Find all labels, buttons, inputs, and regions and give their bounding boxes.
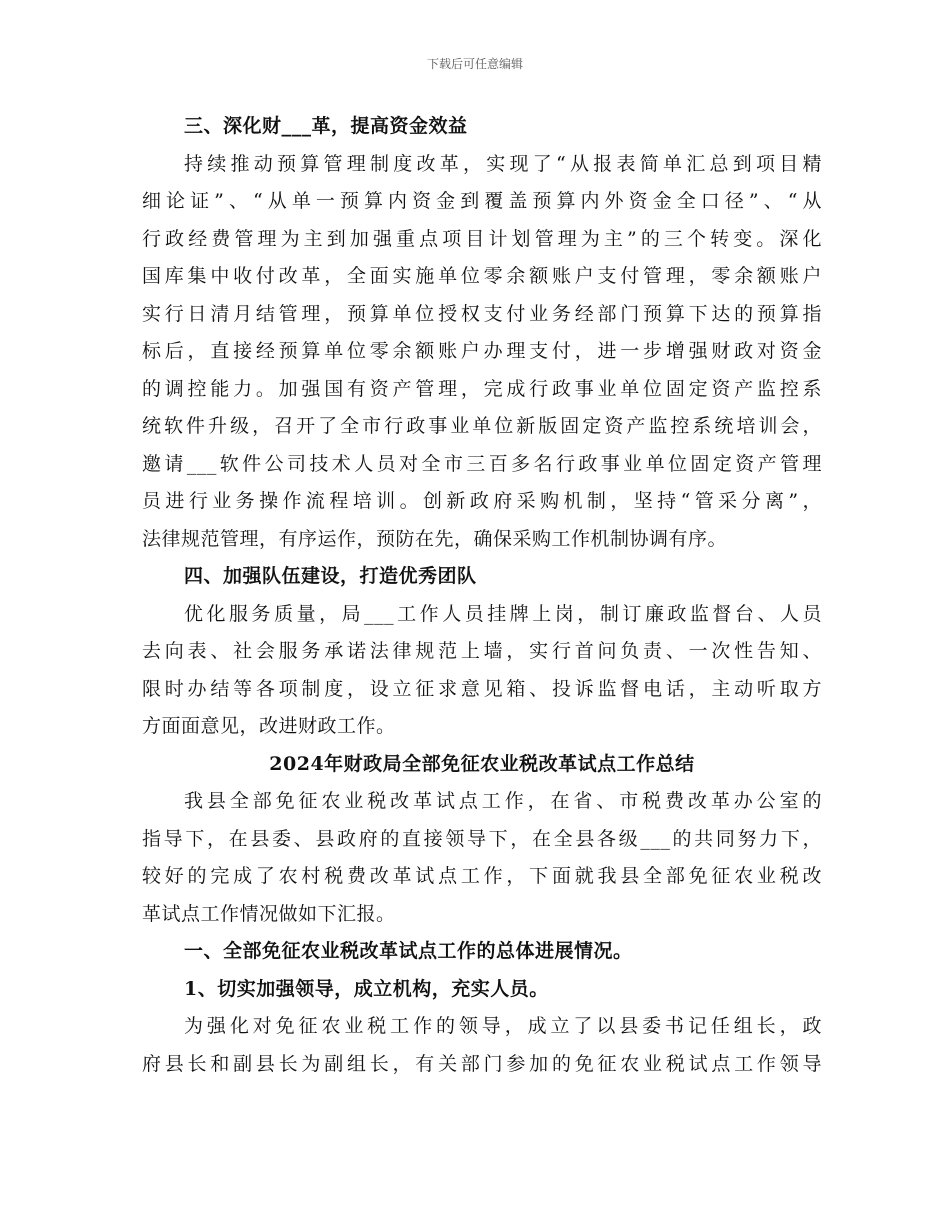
paragraph-line: 统软件升级，召开了全市行政事业单位新版固定资产监控系统培训会， — [142, 415, 822, 437]
paragraph-line: 指导下，在县委、县政府的直接领导下，在全县各级___的共同努力下， — [142, 827, 822, 850]
paragraph-line: 优化服务质量，局___工作人员挂牌上岗，制订廉政监督台、人员 — [184, 602, 822, 625]
paragraph-line: 方面面意见，改进财政工作。 — [142, 715, 396, 737]
paragraph-line: 的调控能力。加强国有资产管理，完成行政事业单位固定资产监控系 — [142, 377, 822, 400]
paragraph-line: 员进行业务操作流程培训。创新政府采购机制，坚持“管采分离”， — [142, 490, 822, 512]
paragraph-line: 府县长和副县长为副组长，有关部门参加的免征农业税试点工作领导 — [142, 1052, 822, 1075]
section-heading: 一、全部免征农业税改革试点工作的总体进展情况。 — [184, 940, 633, 962]
section-heading: 三、深化财___革，提高资金效益 — [184, 115, 468, 137]
section-heading: 1、切实加强领导，成立机构，充实人员。 — [184, 977, 549, 1000]
paragraph-line: 行政经费管理为主到加强重点项目计划管理为主”的三个转变。深化 — [142, 227, 822, 250]
page-header: 下载后可任意编辑 — [426, 57, 523, 71]
section-heading: 四、加强队伍建设，打造优秀团队 — [184, 565, 477, 587]
paragraph-line: 我县全部免征农业税改革试点工作，在省、市税费改革办公室的 — [184, 790, 822, 812]
paragraph-line: 细论证”、“从单一预算内资金到覆盖预算内外资金全口径”、“从 — [142, 190, 822, 212]
paragraph-line: 去向表、社会服务承诺法律规范上墙，实行首问负责、一次性告知、 — [142, 640, 822, 662]
paragraph-line: 实行日清月结管理，预算单位授权支付业务经部门预算下达的预算指 — [142, 302, 822, 325]
paragraph-line: 革试点工作情况做如下汇报。 — [142, 902, 396, 925]
paragraph-line: 限时办结等各项制度，设立征求意见箱、投诉监督电话，主动听取方 — [142, 677, 822, 700]
paragraph-line: 标后，直接经预算单位零余额账户办理支付，进一步增强财政对资金 — [142, 340, 822, 362]
paragraph-line: 法律规范管理，有序运作，预防在先，确保采购工作机制协调有序。 — [142, 527, 728, 550]
paragraph-line: 持续推动预算管理制度改革，实现了“从报表简单汇总到项目精 — [184, 152, 822, 175]
paragraph-line: 较好的完成了农村税费改革试点工作，下面就我县全部免征农业税改 — [142, 865, 822, 887]
paragraph-line: 为强化对免征农业税工作的领导，成立了以县委书记任组长，政 — [184, 1015, 822, 1037]
paragraph-line: 国库集中收付改革，全面实施单位零余额账户支付管理，零余额账户 — [142, 265, 822, 287]
article-title: 2024年财政局全部免征农业税改革试点工作总结 — [269, 752, 695, 775]
paragraph-line: 邀请___软件公司技术人员对全市三百多名行政事业单位固定资产管理 — [142, 452, 822, 475]
document-body — [142, 108, 822, 1083]
